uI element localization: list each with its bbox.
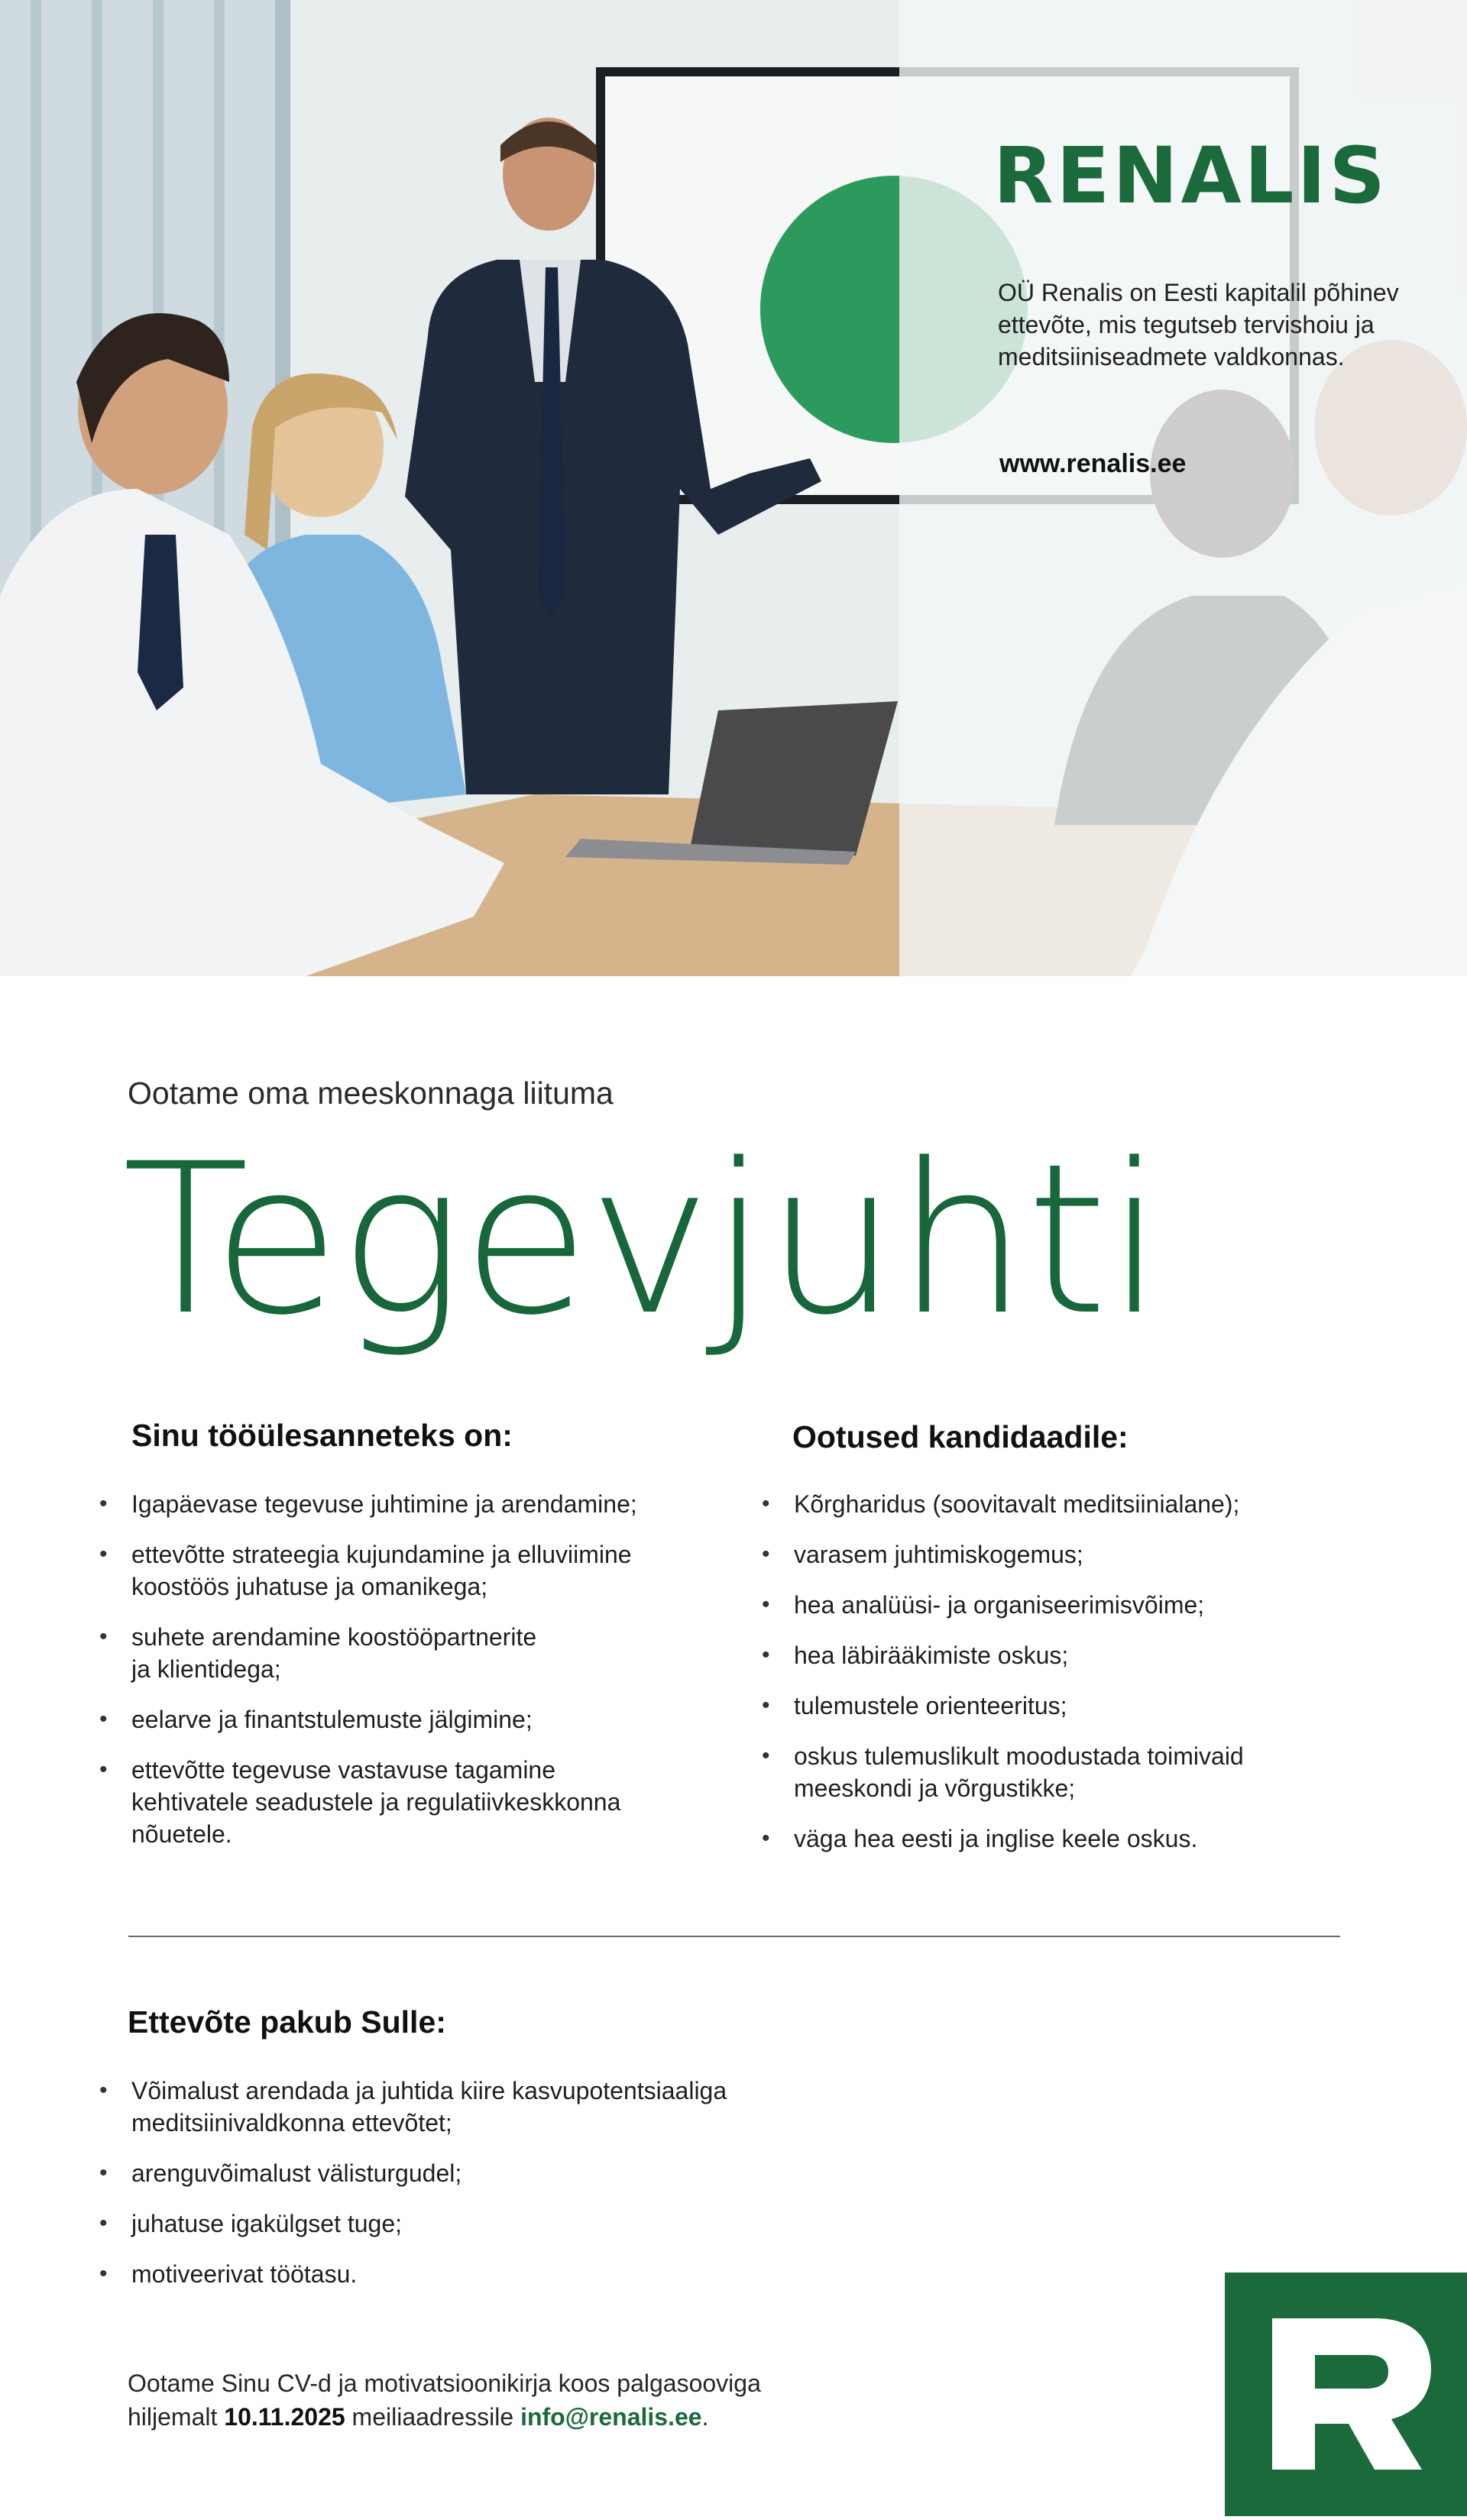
requirements-item (794, 1538, 1244, 1571)
application-line-1: Ootame Sinu CV-d ja motivatsioonikirja koos palgasooviga (128, 2370, 761, 2397)
requirements-item (794, 1690, 1244, 1722)
duties-item-line: • ettevõtte tegevuse vastavuse tagamine (131, 1756, 556, 1784)
offer-item (131, 2075, 727, 2139)
requirements-item (794, 1639, 1244, 1671)
requirements-list (794, 1488, 1244, 1855)
application-suffix: . (701, 2403, 709, 2431)
requirements-item-line: • tulemustele orienteeritus; (794, 1692, 1067, 1719)
offer-item (131, 2258, 727, 2290)
renalis-r-logo-icon (1225, 2273, 1467, 2516)
duties-item-line: • ettevõtte strateegia kujundamine ja elluviimine (131, 1541, 632, 1568)
offer-item (131, 2157, 727, 2189)
requirements-item (794, 1740, 1244, 1804)
offer-item-line: meditsiinivaldkonna ettevõtet; (131, 2109, 452, 2137)
application-deadline: 10.11.2025 (224, 2403, 345, 2431)
application-instructions (128, 2366, 761, 2434)
company-description: OÜ Renalis on Eesti kapitalil põhinev ettevõte, mis tegutseb tervishoiu ja meditsiiniseadmete valdkonnas. (998, 279, 1399, 370)
duties-item-line: koostöös juhatuse ja omanikega; (131, 1573, 488, 1600)
duties-item-line: • eelarve ja finantstulemuste jälgimine; (131, 1706, 533, 1733)
duties-item (131, 1488, 637, 1520)
requirements-item-line: • oskus tulemuslikult moodustada toimivaid (794, 1742, 1244, 1770)
position-title: Tegevjuhti (122, 1120, 1163, 1361)
duties-item-line: kehtivatele seadustele ja regulatiivkeskkonna (131, 1788, 621, 1816)
application-line-2 (128, 2400, 761, 2434)
offer-item-line: • motiveerivat töötasu. (131, 2260, 358, 2288)
duties-item (131, 1754, 637, 1850)
company-website-link[interactable]: www.renalis.ee (999, 449, 1187, 478)
offer-item-line: • arenguvõimalust välisturgudel; (131, 2159, 462, 2187)
duties-item (131, 1703, 637, 1736)
requirements-item (794, 1823, 1244, 1855)
offer-list (131, 2075, 727, 2290)
offer-heading: Ettevõte pakub Sulle: (128, 2004, 446, 2040)
requirements-item-line: meeskondi ja võrgustikke; (794, 1774, 1076, 1802)
requirements-heading: Ootused kandidaadile: (792, 1419, 1129, 1454)
renalis-r-glyph (1225, 2273, 1467, 2516)
duties-item-line: ja klientidega; (131, 1655, 281, 1683)
duties-heading: Sinu tööülesanneteks on: (131, 1418, 513, 1453)
requirements-item-line: • hea läbirääkimiste oskus; (794, 1642, 1069, 1669)
offer-item-line: • juhatuse igakülgset tuge; (131, 2210, 403, 2237)
requirements-item (794, 1589, 1244, 1621)
intro-text: Ootame oma meeskonnaga liituma (128, 1076, 614, 1111)
duties-item (131, 1621, 637, 1685)
duties-item-line: nõuetele. (131, 1820, 232, 1848)
application-prefix: hiljemalt (128, 2403, 218, 2431)
offer-item-line: • Võimalust arendada ja juhtida kiire kasvupotentsiaaliga (131, 2077, 727, 2104)
requirements-item (794, 1488, 1244, 1520)
requirements-item-line: • varasem juhtimiskogemus; (794, 1541, 1083, 1568)
duties-item-line: • suhete arendamine koostööpartnerite (131, 1623, 537, 1651)
requirements-item-line: • Kõrgharidus (soovitavalt meditsiinialane); (794, 1490, 1240, 1518)
duties-item (131, 1538, 637, 1603)
hero-banner (0, 0, 1467, 976)
duties-item-line: • Igapäevase tegevuse juhtimine ja arendamine; (131, 1490, 637, 1518)
requirements-item-line: • väga hea eesti ja inglise keele oskus. (794, 1825, 1198, 1852)
offer-item (131, 2208, 727, 2240)
application-email-link[interactable]: info@renalis.ee (520, 2403, 702, 2431)
duties-list (131, 1488, 637, 1850)
application-middle: meiliaadressile (351, 2403, 514, 2431)
company-logo: RENALIS (993, 131, 1388, 222)
section-divider (128, 1936, 1340, 1937)
requirements-item-line: • hea analüüsi- ja organiseerimisvõime; (794, 1591, 1205, 1619)
